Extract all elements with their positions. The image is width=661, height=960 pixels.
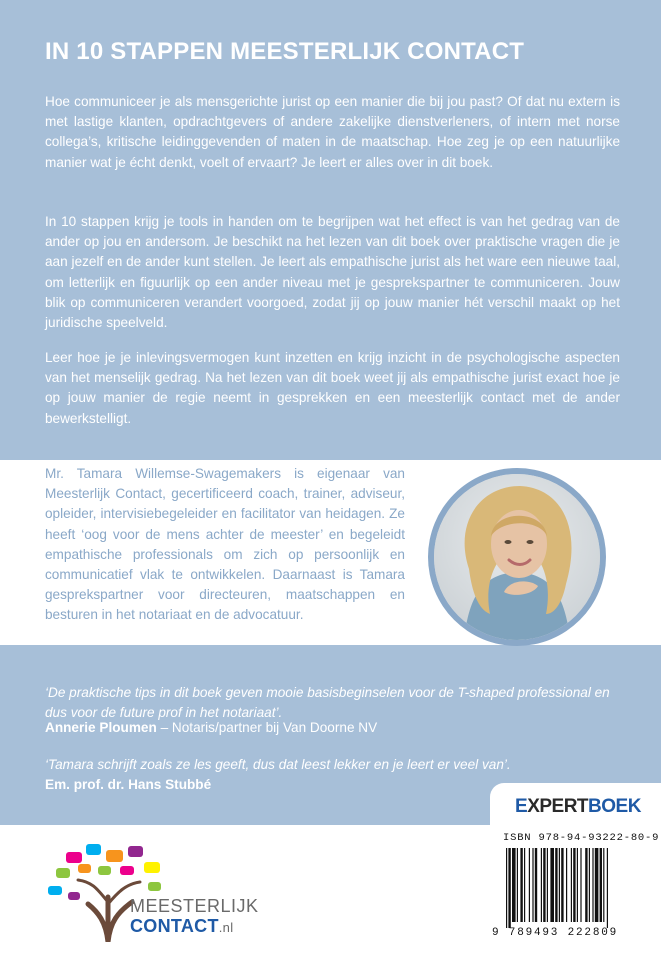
publisher-logo: EXPERTBOEK bbox=[515, 796, 641, 817]
barcode-bar bbox=[512, 848, 516, 922]
barcode-bar bbox=[524, 848, 525, 922]
description-paragraph: Hoe communiceer je als mensgerichte jurist op een manier die bij jou past? Of dat nu extern is met lastige klanten, opdrachtgevers of andere zakelijke dienstverleners, of intern met norse collega’s, kritische leidinggevenden of maten in de maatschap. Hoe zeg je op een natuurlijke manier wat je écht denkt, voelt of ervaart? Je leert er alles over in dit boek. bbox=[45, 94, 620, 170]
author-portrait-frame bbox=[428, 468, 606, 646]
barcode-bar bbox=[532, 848, 533, 922]
barcode-bar bbox=[577, 848, 578, 922]
barcode-bar bbox=[535, 848, 537, 922]
barcode-bar bbox=[517, 848, 518, 922]
barcode-bar bbox=[541, 848, 542, 922]
barcode-bar bbox=[603, 848, 604, 922]
testimonial-quote: ‘Tamara schrijft zoals ze les geeft, dus dat leest lekker en je leert er veel van’. bbox=[45, 757, 511, 772]
barcode-bar bbox=[589, 848, 590, 922]
author-bio: Mr. Tamara Willemse-Swagemakers is eigenaar van Meesterlijk Contact, gecertificeerd coach, trainer, adviseur, opleider, intervisiebegeleider en facilitator van heidagen. Ze heeft ‘oog voor de mens achter de meester’ en begeleidt empathische professionals om zich op persoonlijk en communicatief vlak te ontwikkelen. Daarnaast is Tamara gesprekspartner voor directeuren, maatschappen en besturen in het notariaat en de advocatuur. bbox=[45, 466, 405, 623]
author-portrait bbox=[434, 474, 600, 640]
barcode-bar bbox=[508, 848, 510, 928]
logo-text-line1: MEESTERLIJK bbox=[130, 896, 259, 916]
book-title: IN 10 STAPPEN MEESTERLIJK CONTACT bbox=[45, 38, 525, 65]
barcode-bar bbox=[580, 848, 581, 922]
barcode-bar bbox=[561, 848, 563, 922]
testimonial-author: Annerie Ploumen bbox=[45, 720, 157, 735]
description-paragraph: In 10 stappen krijg je tools in handen om te begrijpen wat het effect is van het gedrag van de ander op jou en andersom. Je beschikt na het lezen van dit boek over praktische vragen die je aan jezelf en de ander kunt stellen. Je leert als empathische jurist als het ware een nieuwe taal, om letterlijk en figuurlijk op een ander niveau met je gesprekspartner te communiceren. Jouw blik op communiceren verandert voorgoed, zodat jij op jouw manier hét verschil maakt op het juridische speelveld. bbox=[45, 214, 620, 331]
isbn-label: ISBN 978-94-93222-80-9 bbox=[503, 832, 660, 844]
description-paragraph: Leer hoe je je inlevingsvermogen kunt inzetten en krijg inzicht in de psychologische aspecten van het menselijk gedrag. Na het lezen van dit boek weet jij als empathische jurist exact hoe je op jouw manier de regie neemt in gesprekken en een meesterlijk contact met de ander bewerkstelligt. bbox=[45, 350, 620, 426]
barcode-bar bbox=[585, 848, 587, 922]
testimonial-author: Em. prof. dr. Hans Stubbé bbox=[45, 777, 212, 792]
barcode-bar bbox=[607, 848, 608, 928]
barcode-bar bbox=[559, 848, 560, 922]
barcode-bar bbox=[573, 848, 575, 922]
barcode-bar bbox=[520, 848, 522, 922]
barcode-bar bbox=[543, 848, 545, 922]
barcode-bar bbox=[550, 848, 554, 922]
barcode-bar bbox=[529, 848, 530, 922]
testimonial-quote: ‘De praktische tips in dit boek geven mooie basisbeginselen voor de T-shaped professional en dus voor de future prof in het notariaat’. bbox=[45, 685, 610, 720]
barcode-image bbox=[506, 848, 654, 928]
testimonial-role: – Notaris/partner bij Van Doorne NV bbox=[156, 720, 378, 735]
testimonial-attribution bbox=[45, 775, 211, 795]
logo-text-line2: CONTACT.nl bbox=[130, 916, 234, 936]
barcode-bar bbox=[566, 848, 567, 922]
barcode-bar bbox=[547, 848, 548, 922]
testimonial-attribution bbox=[45, 718, 377, 738]
barcode-bar bbox=[506, 848, 507, 928]
barcode-bar bbox=[592, 848, 593, 922]
barcode-bar bbox=[600, 848, 602, 922]
isbn-number: 9 789493 222809 bbox=[492, 927, 619, 939]
barcode-bar bbox=[555, 848, 557, 922]
barcode-bar bbox=[571, 848, 572, 922]
barcode-bar bbox=[595, 848, 599, 922]
